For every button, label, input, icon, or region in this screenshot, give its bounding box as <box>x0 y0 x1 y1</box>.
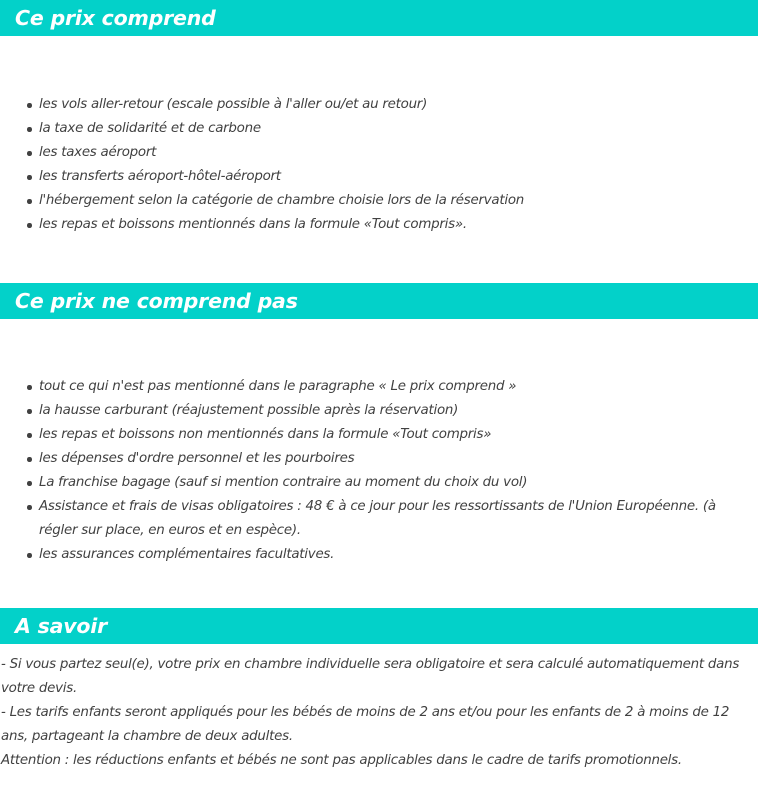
note-line: - Si vous partez seul(e), votre prix en chambre individuelle sera obligatoire et sera calculé automatiquement dans votre devis. <box>1 657 740 696</box>
list-item: la taxe de solidarité et de carbone <box>0 117 758 141</box>
spacer <box>0 644 758 653</box>
list-item: les repas et boissons mentionnés dans la formule «Tout compris». <box>0 213 758 237</box>
section-title: Ce prix ne comprend pas <box>15 288 298 313</box>
section-header-ce-prix-comprend <box>0 0 758 36</box>
list-item: la hausse carburant (réajustement possible après la réservation) <box>0 399 758 423</box>
list-item: Assistance et frais de visas obligatoires : 48 € à ce jour pour les ressortissants de l'Union Européenne. (à régler sur place, en euros et en espèce). <box>0 495 758 543</box>
list-item: les assurances complémentaires facultatives. <box>0 543 758 567</box>
section-header-ce-prix-ne-comprend-pas <box>0 283 758 319</box>
section-title: A savoir <box>15 613 108 638</box>
spacer <box>0 567 758 608</box>
list-item: les repas et boissons non mentionnés dans la formule «Tout compris» <box>0 423 758 447</box>
list-item: les vols aller-retour (escale possible à l'aller ou/et au retour) <box>0 93 758 117</box>
list-item: les dépenses d'ordre personnel et les pourboires <box>0 447 758 471</box>
spacer <box>0 319 758 375</box>
list-item: tout ce qui n'est pas mentionné dans le paragraphe « Le prix comprend » <box>0 375 758 399</box>
spacer <box>0 237 758 283</box>
section-title: Ce prix comprend <box>15 5 216 30</box>
note-line: Attention : les réductions enfants et bébés ne sont pas applicables dans le cadre de tarifs promotionnels. <box>1 753 682 768</box>
note-line: - Les tarifs enfants seront appliqués pour les bébés de moins de 2 ans et/ou pour les enfants de 2 à moins de 12 ans, partageant la chambre de deux adultes. <box>1 705 730 744</box>
section-header-a-savoir <box>0 608 758 644</box>
list-item: les taxes aéroport <box>0 141 758 165</box>
a-savoir-notes <box>0 653 758 773</box>
list-item: l'hébergement selon la catégorie de chambre choisie lors de la réservation <box>0 189 758 213</box>
list-item: La franchise bagage (sauf si mention contraire au moment du choix du vol) <box>0 471 758 495</box>
list-item: les transferts aéroport-hôtel-aéroport <box>0 165 758 189</box>
spacer <box>0 36 758 93</box>
included-items-list <box>0 93 758 237</box>
excluded-items-list <box>0 375 758 567</box>
